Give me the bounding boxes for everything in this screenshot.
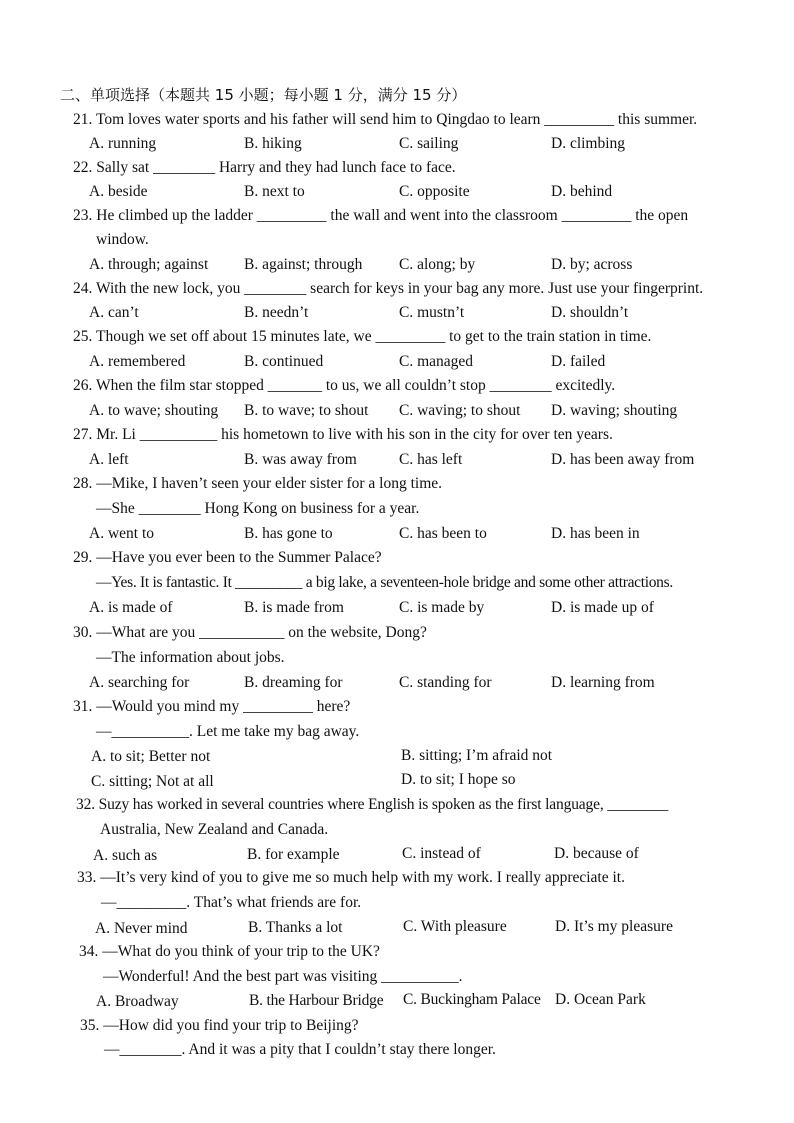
option-d: D. waving; shouting: [551, 402, 678, 419]
option-b: B. has gone to: [244, 525, 333, 542]
option-c: C. is made by: [399, 599, 485, 616]
option-a: A. can’t: [89, 304, 139, 321]
option-c: C. Buckingham Palace: [403, 991, 541, 1008]
option-b: B. dreaming for: [244, 674, 343, 691]
question-stem-continued: Australia, New Zealand and Canada.: [100, 821, 329, 838]
question-stem-continued: window.: [96, 231, 149, 248]
option-d: D. Ocean Park: [555, 991, 646, 1008]
question-stem: 28. —Mike, I haven’t seen your elder sister for a long time.: [73, 475, 443, 492]
option-a: A. Never mind: [95, 920, 188, 937]
question-stem-continued: —_________. That’s what friends are for.: [101, 894, 362, 911]
question-stem: 31. —Would you mind my _________ here?: [73, 698, 351, 715]
option-d: D. is made up of: [551, 599, 654, 616]
option-a: A. such as: [93, 847, 158, 864]
option-b: B. Thanks a lot: [248, 919, 343, 936]
question-stem: 23. He climbed up the ladder _________ the wall and went into the classroom _________ the open: [73, 207, 689, 224]
question-stem: 30. —What are you ___________ on the website, Dong?: [73, 624, 427, 641]
option-d: D. has been away from: [551, 451, 695, 468]
question-stem-continued: —__________. Let me take my bag away.: [96, 723, 360, 740]
question-stem-continued: —Wonderful! And the best part was visiting __________.: [103, 968, 463, 985]
option-b: B. for example: [247, 846, 340, 863]
option-a: A. searching for: [89, 674, 190, 691]
option-b: B. was away from: [244, 451, 357, 468]
option-b: B. against; through: [244, 256, 363, 273]
option-a: A. through; against: [89, 256, 209, 273]
option-b: B. the Harbour Bridge: [249, 992, 384, 1009]
option-a: A. remembered: [89, 353, 186, 370]
question-stem-continued: —________. And it was a pity that I couldn’t stay there longer.: [104, 1041, 496, 1058]
question-stem: 26. When the film star stopped _______ to us, we all couldn’t stop ________ excitedly.: [73, 377, 616, 394]
option-b: B. hiking: [244, 135, 302, 152]
option-d: D. to sit; I hope so: [401, 771, 516, 788]
option-c: C. sitting; Not at all: [91, 773, 214, 790]
question-stem: 24. With the new lock, you ________ search for keys in your bag any more. Just use your fingerprint.: [73, 280, 704, 297]
option-d: D. learning from: [551, 674, 655, 691]
section-title: 二、单项选择（本题共 15 小题；每小题 1 分，满分 15 分）: [60, 86, 467, 104]
option-b: B. continued: [244, 353, 324, 370]
option-c: C. along; by: [399, 256, 476, 273]
option-c: C. With pleasure: [403, 918, 507, 935]
question-stem: 29. —Have you ever been to the Summer Palace?: [73, 549, 382, 566]
option-d: D. It’s my pleasure: [555, 918, 673, 935]
option-b: B. next to: [244, 183, 305, 200]
option-c: C. has been to: [399, 525, 487, 542]
question-stem: 21. Tom loves water sports and his father will send him to Qingdao to learn _________ this summer.: [73, 111, 698, 128]
option-c: C. standing for: [399, 674, 492, 691]
option-b: B. sitting; I’m afraid not: [401, 747, 553, 764]
question-stem: 35. —How did you find your trip to Beijing?: [80, 1017, 359, 1034]
option-a: A. to sit; Better not: [91, 748, 211, 765]
option-a: A. beside: [89, 183, 148, 200]
question-stem: 27. Mr. Li __________ his hometown to live with his son in the city for over ten years.: [73, 426, 613, 443]
option-c: C. mustn’t: [399, 304, 465, 321]
option-c: C. instead of: [402, 845, 481, 862]
option-b: B. to wave; to shout: [244, 402, 369, 419]
option-a: A. left: [89, 451, 129, 468]
question-stem: 34. —What do you think of your trip to the UK?: [79, 943, 380, 960]
option-a: A. to wave; shouting: [89, 402, 219, 419]
option-d: D. shouldn’t: [551, 304, 629, 321]
option-c: C. opposite: [399, 183, 470, 200]
question-stem-continued: —Yes. It is fantastic. It _________ a big lake, a seventeen-hole bridge and some other attractions.: [96, 574, 673, 591]
option-d: D. by; across: [551, 256, 633, 273]
option-a: A. is made of: [89, 599, 173, 616]
question-stem: 33. —It’s very kind of you to give me so much help with my work. I really appreciate it.: [77, 869, 625, 886]
option-d: D. failed: [551, 353, 606, 370]
question-stem-continued: —She ________ Hong Kong on business for a year.: [96, 500, 420, 517]
question-stem: 25. Though we set off about 15 minutes late, we _________ to get to the train station in time.: [73, 328, 652, 345]
question-stem: 32. Suzy has worked in several countries where English is spoken as the first language, ________: [76, 796, 669, 813]
question-stem: 22. Sally sat ________ Harry and they had lunch face to face.: [73, 159, 456, 176]
option-c: C. sailing: [399, 135, 459, 152]
question-stem-continued: —The information about jobs.: [96, 649, 285, 666]
option-a: A. went to: [89, 525, 155, 542]
option-b: B. needn’t: [244, 304, 309, 321]
option-d: D. behind: [551, 183, 613, 200]
option-d: D. because of: [554, 845, 639, 862]
option-a: A. running: [89, 135, 157, 152]
option-c: C. has left: [399, 451, 463, 468]
option-c: C. waving; to shout: [399, 402, 521, 419]
option-d: D. has been in: [551, 525, 640, 542]
option-a: A. Broadway: [96, 993, 179, 1010]
option-c: C. managed: [399, 353, 474, 370]
option-b: B. is made from: [244, 599, 344, 616]
option-d: D. climbing: [551, 135, 626, 152]
